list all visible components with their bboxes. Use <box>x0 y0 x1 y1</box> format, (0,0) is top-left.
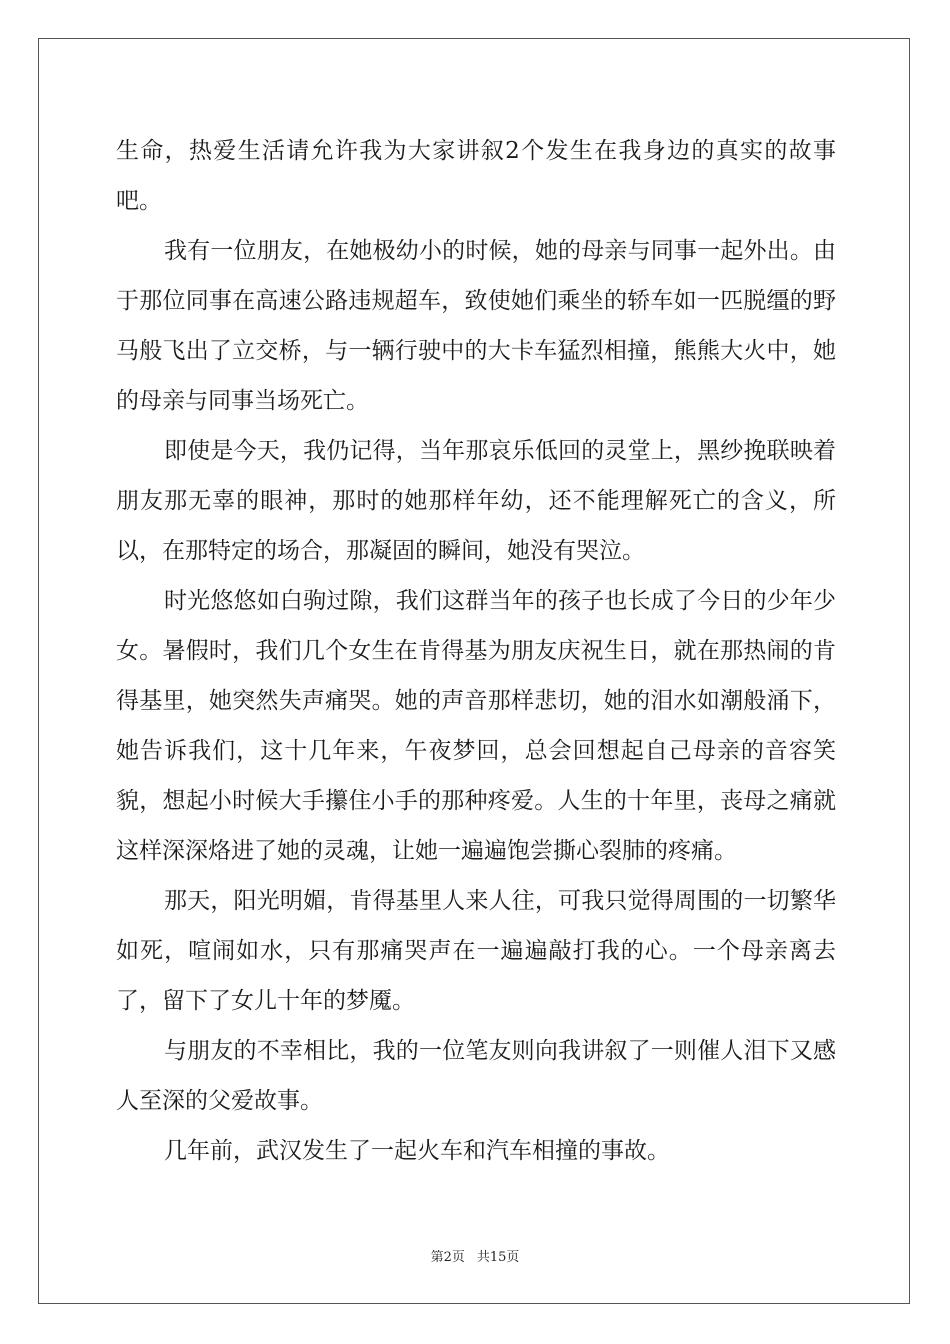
paragraph-5: 那天，阳光明媚，肯得基里人来人往，可我只觉得周围的一切繁华如死，喧闹如水，只有那痛哭声在一遍遍敲打我的心。一个母亲离去了，留下了女儿十年的梦魇。 <box>116 888 836 1014</box>
paragraph-3: 即使是今天，我仍记得，当年那哀乐低回的灵堂上，黑纱挽联映着朋友那无辜的眼神，那时的她那样年幼，还不能理解死亡的含义，所以，在那特定的场合，那凝固的瞬间，她没有哭泣。 <box>116 438 836 564</box>
paragraph-7: 几年前，武汉发生了一起火车和汽车相撞的事故。 <box>164 1138 670 1164</box>
paragraph-1: 生命，热爱生活请允许我为大家讲叙2个发生在我身边的真实的故事吧。 <box>116 138 836 214</box>
page-footer <box>0 1246 950 1265</box>
page-number: 第2页 <box>430 1250 465 1265</box>
paragraph-2: 我有一位朋友，在她极幼小的时候，她的母亲与同事一起外出。由于那位同事在高速公路违规超车，致使她们乘坐的轿车如一匹脱缰的野马般飞出了立交桥，与一辆行驶中的大卡车猛烈相撞，熊熊大火中，她的母亲与同事当场死亡。 <box>116 238 836 414</box>
page-total: 共15页 <box>476 1250 520 1265</box>
document-body <box>116 126 836 1176</box>
paragraph-4: 时光悠悠如白驹过隙，我们这群当年的孩子也长成了今日的少年少女。暑假时，我们几个女生在肯得基为朋友庆祝生日，就在那热闹的肯得基里，她突然失声痛哭。她的声音那样悲切，她的泪水如潮般涌下，她告诉我们，这十几年来，午夜梦回，总会回想起自己母亲的音容笑貌，想起小时候大手攥住小手的那种疼爱。人生的十年里，丧母之痛就这样深深烙进了她的灵魂，让她一遍遍饱尝撕心裂肺的疼痛。 <box>116 588 836 864</box>
paragraph-6: 与朋友的不幸相比，我的一位笔友则向我讲叙了一则催人泪下又感人至深的父爱故事。 <box>116 1038 836 1114</box>
